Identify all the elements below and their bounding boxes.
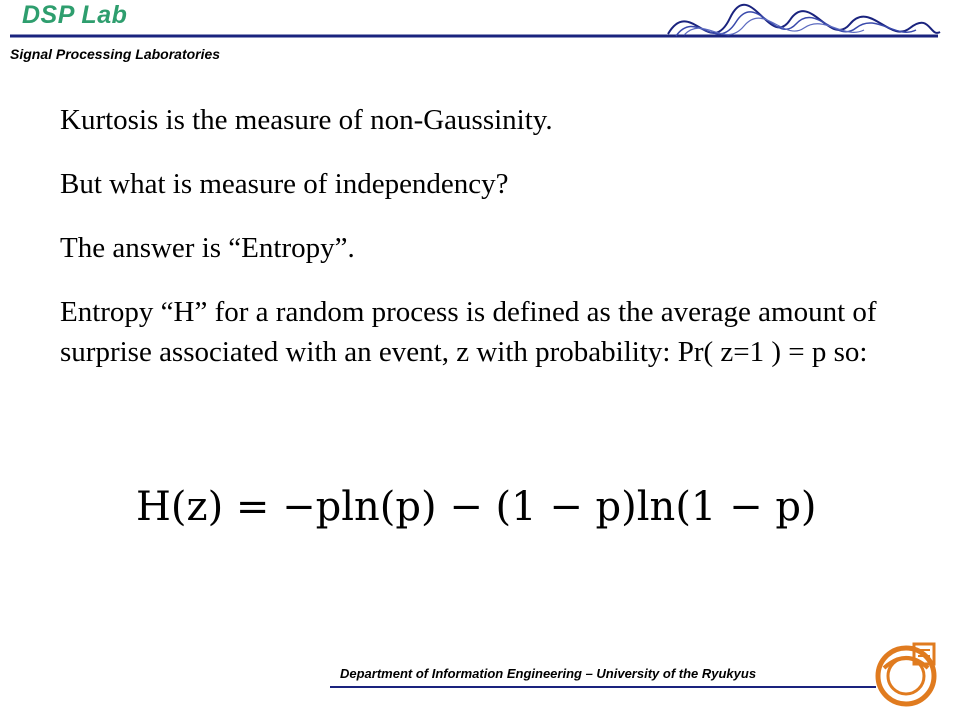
header-wave-graphic: [0, 0, 960, 50]
footer-rule: [330, 686, 876, 688]
university-logo-icon: [870, 638, 942, 710]
footer-department: Department of Information Engineering – University of the Ryukyus: [340, 666, 757, 681]
paragraph-entropy-definition: Entropy “H” for a random process is defined as the average amount of surprise associated with an event, z with probability: Pr( z=1 ) = p so:: [60, 296, 877, 368]
lab-subtitle: Signal Processing Laboratories: [10, 46, 221, 62]
lab-title: DSP Lab: [22, 1, 128, 29]
entropy-formula: H(z) = −pln(p) − (1 − p)ln(1 − p): [136, 484, 817, 530]
paragraph-independency: But what is measure of independency?: [60, 168, 509, 200]
paragraph-entropy-answer: The answer is “Entropy”.: [60, 232, 355, 264]
slide-body: [60, 100, 880, 396]
paragraph-kurtosis: Kurtosis is the measure of non-Gaussinity.: [60, 104, 553, 136]
